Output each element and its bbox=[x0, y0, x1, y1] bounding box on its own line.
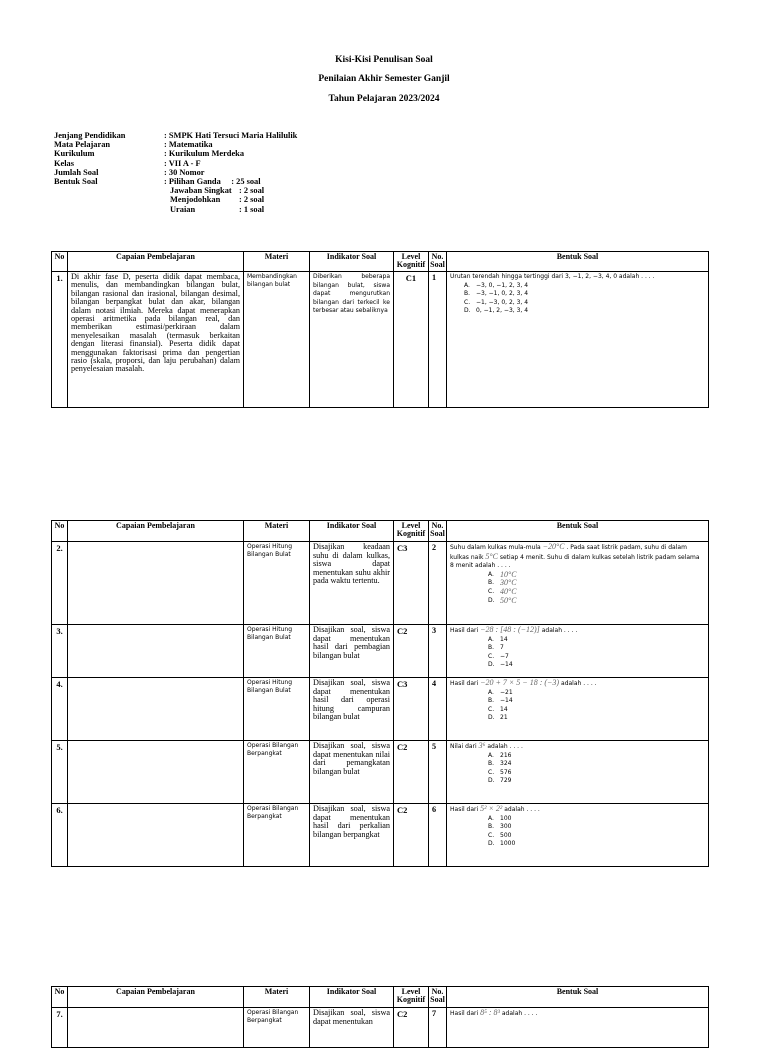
option-text: 576 bbox=[500, 768, 512, 776]
table-row bbox=[52, 1008, 709, 1048]
table-header-row bbox=[52, 987, 709, 1008]
header-materi: Materi bbox=[244, 987, 310, 1008]
option-letter: C. bbox=[488, 768, 495, 776]
indikator-text: Disajikan soal, siswa dapat menentukan hasil dari perkalian bilangan berpangkat bbox=[310, 804, 394, 867]
materi-text: Operasi Bilangan Berpangkat bbox=[244, 1008, 310, 1048]
math-formula: 5² × 2² bbox=[480, 804, 503, 813]
info-row-jumlah bbox=[54, 168, 297, 177]
math-formula: 3⁶ bbox=[478, 741, 486, 750]
option-item bbox=[488, 697, 705, 706]
option-letter: A. bbox=[464, 281, 470, 289]
question-part: Hasil dari bbox=[450, 806, 479, 813]
row-number: 3. bbox=[52, 625, 68, 678]
option-item bbox=[488, 661, 705, 670]
capaian-empty bbox=[68, 804, 244, 867]
level-text: C2 bbox=[394, 1008, 429, 1048]
math-formula: −20 + 7 × 5 − 18 : (−3) bbox=[480, 678, 560, 687]
info-row-mapel bbox=[54, 140, 297, 149]
header-nosoal: No. Soal bbox=[429, 987, 447, 1008]
option-text: −3, −1, 0, 2, 3, 4 bbox=[476, 290, 529, 298]
bentuk-soal bbox=[447, 741, 709, 804]
option-item bbox=[488, 823, 705, 832]
question-part: Suhu dalam kulkas mula-mula bbox=[450, 544, 541, 551]
nosoal-text: 6 bbox=[429, 804, 447, 867]
option-text: 7 bbox=[500, 644, 504, 652]
bentuk-soal bbox=[447, 625, 709, 678]
question-text bbox=[450, 626, 705, 636]
option-item bbox=[488, 752, 705, 761]
option-text: −14 bbox=[500, 697, 513, 705]
table-row bbox=[52, 741, 709, 804]
option-text: 50°C bbox=[500, 595, 517, 605]
row-number: 1. bbox=[52, 272, 68, 408]
info-label: Kelas bbox=[54, 158, 75, 168]
bentuk-soal bbox=[447, 542, 709, 625]
option-text: 1000 bbox=[500, 840, 516, 848]
header-nosoal: No. Soal bbox=[429, 252, 447, 272]
capaian-empty bbox=[68, 741, 244, 804]
option-letter: D. bbox=[464, 307, 471, 315]
option-item bbox=[488, 571, 705, 580]
nosoal-text: 7 bbox=[429, 1008, 447, 1048]
question-text bbox=[450, 805, 705, 815]
materi-text: Operasi Hitung Bilangan Bulat bbox=[244, 542, 310, 625]
question-part: adalah . . . . bbox=[501, 1010, 538, 1017]
option-item bbox=[464, 299, 705, 308]
option-letter: C. bbox=[464, 298, 471, 306]
option-item bbox=[464, 282, 705, 291]
table-row bbox=[52, 625, 709, 678]
table-row bbox=[52, 678, 709, 741]
info-subvalue: : 2 soal bbox=[239, 195, 265, 205]
question-part: . Pada saat listrik padam, suhu di dalam kulkas naik bbox=[450, 544, 687, 561]
option-list bbox=[450, 636, 705, 670]
option-letter: C. bbox=[488, 652, 495, 660]
level-text: C1 bbox=[394, 272, 429, 408]
info-label: Jenjang Pendidikan bbox=[54, 131, 126, 140]
header-indikator: Indikator Soal bbox=[310, 987, 394, 1008]
option-item bbox=[488, 636, 705, 645]
option-text: 100 bbox=[500, 814, 512, 822]
info-label: Jumlah Soal bbox=[54, 167, 99, 177]
info-label: Kurikulum bbox=[54, 149, 95, 159]
question-part: adalah . . . . bbox=[504, 806, 540, 813]
math-formula: −28 : [48 : (−12)] bbox=[480, 625, 540, 634]
bentuk-soal bbox=[447, 678, 709, 741]
materi-text: Operasi Bilangan Berpangkat bbox=[244, 741, 310, 804]
info-value: : Pilihan Ganda : 25 soal bbox=[164, 176, 261, 186]
document-title: Kisi-Kisi Penulisan Soal bbox=[335, 55, 433, 65]
level-text: C2 bbox=[394, 625, 429, 678]
option-letter: A. bbox=[488, 688, 494, 696]
kisi-table-3 bbox=[51, 986, 709, 1048]
header-no: No bbox=[52, 252, 68, 272]
capaian-empty bbox=[68, 625, 244, 678]
option-letter: D. bbox=[488, 661, 495, 669]
option-text: 14 bbox=[500, 635, 508, 643]
math-formula: 8⁵ : 8³ bbox=[480, 1008, 500, 1017]
option-text: 300 bbox=[500, 823, 512, 831]
option-letter: B. bbox=[488, 697, 495, 705]
level-text: C2 bbox=[394, 804, 429, 867]
question-part: setiap 4 menit. Suhu di dalam kulkas setelah listrik padam selama 8 menit adalah . . . . bbox=[450, 553, 700, 570]
header-nosoal: No. Soal bbox=[429, 521, 447, 542]
option-text: 729 bbox=[500, 777, 512, 785]
header-materi: Materi bbox=[244, 521, 310, 542]
table-row bbox=[52, 542, 709, 625]
option-text: 324 bbox=[500, 760, 512, 768]
option-letter: A. bbox=[488, 814, 494, 822]
question-text bbox=[450, 679, 705, 689]
option-item bbox=[488, 760, 705, 769]
nosoal-text: 4 bbox=[429, 678, 447, 741]
info-value: : 30 Nomor bbox=[164, 167, 205, 177]
info-subrow-uraian bbox=[54, 205, 297, 214]
question-part: Hasil dari bbox=[450, 1010, 479, 1017]
header-indikator: Indikator Soal bbox=[310, 252, 394, 272]
info-value: : Kurikulum Merdeka bbox=[164, 149, 245, 159]
bentuk-soal bbox=[447, 272, 709, 408]
row-number: 6. bbox=[52, 804, 68, 867]
level-text: C3 bbox=[394, 542, 429, 625]
option-letter: D. bbox=[488, 777, 495, 785]
indikator-text: Disajikan soal, siswa dapat menentukan bbox=[310, 1008, 394, 1048]
indikator-text: Diberikan beberapa bilangan bulat, siswa dapat mengurutkan bilangan dari terkecil ke terbesar atau sebaliknya bbox=[310, 272, 394, 408]
table-row bbox=[52, 272, 709, 408]
option-item bbox=[464, 307, 705, 316]
level-text: C2 bbox=[394, 741, 429, 804]
info-subvalue: : 2 soal bbox=[239, 186, 265, 196]
option-item bbox=[488, 832, 705, 841]
info-subrow-jawaban-singkat bbox=[54, 186, 297, 195]
math-formula: −20°C bbox=[542, 542, 565, 551]
option-letter: B. bbox=[488, 644, 495, 652]
option-text: 216 bbox=[500, 751, 512, 759]
option-text: 0, −1, 2, −3, 3, 4 bbox=[476, 307, 529, 315]
info-row-kurikulum bbox=[54, 149, 297, 158]
nosoal-text: 2 bbox=[429, 542, 447, 625]
question-text bbox=[450, 1009, 705, 1019]
option-text: 21 bbox=[500, 714, 508, 722]
document-subtitle: Penilaian Akhir Semester Ganjil bbox=[318, 74, 450, 84]
row-number: 2. bbox=[52, 542, 68, 625]
option-list bbox=[450, 752, 705, 786]
header-bentuk: Bentuk Soal bbox=[447, 521, 709, 542]
option-text: −21 bbox=[500, 688, 513, 696]
option-text: −7 bbox=[500, 652, 509, 660]
info-row-bentuk bbox=[54, 177, 297, 186]
option-letter: B. bbox=[488, 579, 495, 587]
question-part: adalah . . . . bbox=[541, 627, 578, 634]
question-text: Urutan terendah hingga tertinggi dari 3, −1, 2, −3, 4, 0 adalah . . . . bbox=[450, 273, 655, 280]
option-letter: B. bbox=[464, 290, 471, 298]
header-bentuk: Bentuk Soal bbox=[447, 987, 709, 1008]
info-row-jenjang bbox=[54, 131, 297, 140]
option-item bbox=[488, 815, 705, 824]
question-part: Nilai dari bbox=[450, 743, 477, 750]
row-number: 5. bbox=[52, 741, 68, 804]
option-text: 40°C bbox=[500, 586, 517, 596]
option-item bbox=[488, 588, 705, 597]
materi-text: Operasi Hitung Bilangan Bulat bbox=[244, 678, 310, 741]
option-text: −14 bbox=[500, 661, 513, 669]
table-row bbox=[52, 804, 709, 867]
info-sublabel: Jawaban Singkat bbox=[170, 186, 232, 196]
option-item bbox=[488, 769, 705, 778]
info-row-kelas bbox=[54, 159, 297, 168]
level-text: C3 bbox=[394, 678, 429, 741]
option-item bbox=[464, 290, 705, 299]
info-value: : SMPK Hati Tersuci Maria Halilulik bbox=[164, 131, 298, 140]
capaian-empty bbox=[68, 678, 244, 741]
info-label: Mata Pelajaran bbox=[54, 140, 111, 150]
option-item bbox=[488, 597, 705, 606]
header-level: Level Kognitif bbox=[394, 252, 429, 272]
option-item bbox=[488, 644, 705, 653]
nosoal-text: 5 bbox=[429, 741, 447, 804]
bentuk-soal bbox=[447, 1008, 709, 1048]
option-item bbox=[488, 706, 705, 715]
option-text: 500 bbox=[500, 831, 512, 839]
indikator-text: Disajikan keadaan suhu di dalam kulkas, siswa dapat menentukan suhu akhir pada waktu tertentu. bbox=[310, 542, 394, 625]
row-number: 7. bbox=[52, 1008, 68, 1048]
option-list bbox=[450, 282, 705, 316]
option-text: −1, −3, 0, 2, 3, 4 bbox=[476, 298, 529, 306]
header-materi: Materi bbox=[244, 252, 310, 272]
math-formula: 5°C bbox=[485, 551, 498, 561]
option-letter: D. bbox=[488, 714, 495, 722]
table-header-row bbox=[52, 521, 709, 542]
header-no: No bbox=[52, 521, 68, 542]
nosoal-text: 1 bbox=[429, 272, 447, 408]
option-letter: C. bbox=[488, 831, 495, 839]
option-text: 14 bbox=[500, 705, 508, 713]
capaian-text: Di akhir fase D, peserta didik dapat membaca, menulis, dan membandingkan bilangan bulat, bilangan rasional dan irasional, bilangan desimal, bilangan berpangkat bulat dan akar, bilangan dalam notasi ilmiah. Mereka dapat menerapkan operasi aritmetika pada bilangan real, dan memberikan estimasi/perkiraan dalam menyelesaikan masalah (termasuk berkaitan dengan literasi finansial). Peserta didik dapat menggunakan faktorisasi prima dan pengertian rasio (skala, proporsi, dan laju perubahan) dalam penyelesaian masalah. bbox=[68, 272, 244, 408]
info-label: Bentuk Soal bbox=[54, 176, 98, 186]
materi-text: Operasi Hitung Bilangan Bulat bbox=[244, 625, 310, 678]
materi-text: Membandingkan bilangan bulat bbox=[244, 272, 310, 408]
option-item bbox=[488, 579, 705, 588]
option-item bbox=[488, 714, 705, 723]
header-level: Level Kognitif bbox=[394, 521, 429, 542]
info-subvalue: : 1 soal bbox=[239, 204, 265, 214]
info-sublabel: Menjodohkan bbox=[170, 195, 221, 205]
option-letter: D. bbox=[488, 840, 495, 848]
kisi-table-2 bbox=[51, 520, 709, 867]
header-level: Level Kognitif bbox=[394, 987, 429, 1008]
question-text bbox=[450, 742, 705, 752]
indikator-text: Disajikan soal, siswa dapat menentukan nilai dari pemangkatan bilangan bulat bbox=[310, 741, 394, 804]
option-letter: C. bbox=[488, 705, 495, 713]
question-part: Hasil dari bbox=[450, 627, 479, 634]
option-text: 10°C bbox=[500, 569, 517, 579]
header-no: No bbox=[52, 987, 68, 1008]
option-list bbox=[450, 815, 705, 849]
option-list bbox=[450, 571, 705, 605]
indikator-text: Disajikan soal, siswa dapat menentukan hasil dari pembagian bilangan bulat bbox=[310, 625, 394, 678]
question-text bbox=[450, 543, 705, 571]
document-year: Tahun Pelajaran 2023/2024 bbox=[328, 94, 440, 104]
kisi-table-1 bbox=[51, 251, 709, 408]
header-capaian: Capaian Pembelajaran bbox=[68, 252, 244, 272]
option-item bbox=[488, 777, 705, 786]
option-letter: A. bbox=[488, 635, 494, 643]
header-indikator: Indikator Soal bbox=[310, 521, 394, 542]
materi-text: Operasi Bilangan Berpangkat bbox=[244, 804, 310, 867]
table-header-row bbox=[52, 252, 709, 272]
indikator-text: Disajikan soal, siswa dapat menentukan hasil dari operasi hitung campuran bilangan bulat bbox=[310, 678, 394, 741]
capaian-empty bbox=[68, 542, 244, 625]
option-item bbox=[488, 653, 705, 662]
option-letter: C. bbox=[488, 587, 495, 595]
question-part: adalah . . . . bbox=[561, 680, 597, 687]
option-letter: B. bbox=[488, 823, 495, 831]
question-part: Hasil dari bbox=[450, 680, 479, 687]
option-item bbox=[488, 689, 705, 698]
capaian-empty bbox=[68, 1008, 244, 1048]
option-letter: A. bbox=[488, 570, 494, 578]
option-list bbox=[450, 689, 705, 723]
option-letter: D. bbox=[488, 596, 495, 604]
option-text: −3, 0, −1, 2, 3, 4 bbox=[476, 281, 529, 289]
header-capaian: Capaian Pembelajaran bbox=[68, 987, 244, 1008]
option-letter: B. bbox=[488, 760, 495, 768]
header-bentuk: Bentuk Soal bbox=[447, 252, 709, 272]
bentuk-soal bbox=[447, 804, 709, 867]
info-block bbox=[54, 131, 297, 214]
info-subrow-menjodohkan bbox=[54, 195, 297, 204]
info-value: : Matematika bbox=[164, 140, 213, 150]
nosoal-text: 3 bbox=[429, 625, 447, 678]
option-text: 30°C bbox=[500, 578, 517, 588]
info-sublabel: Uraian bbox=[170, 204, 196, 214]
option-item bbox=[488, 840, 705, 849]
option-letter: A. bbox=[488, 751, 494, 759]
question-part: adalah . . . . bbox=[487, 743, 523, 750]
header-capaian: Capaian Pembelajaran bbox=[68, 521, 244, 542]
info-value: : VII A - F bbox=[164, 158, 201, 168]
row-number: 4. bbox=[52, 678, 68, 741]
